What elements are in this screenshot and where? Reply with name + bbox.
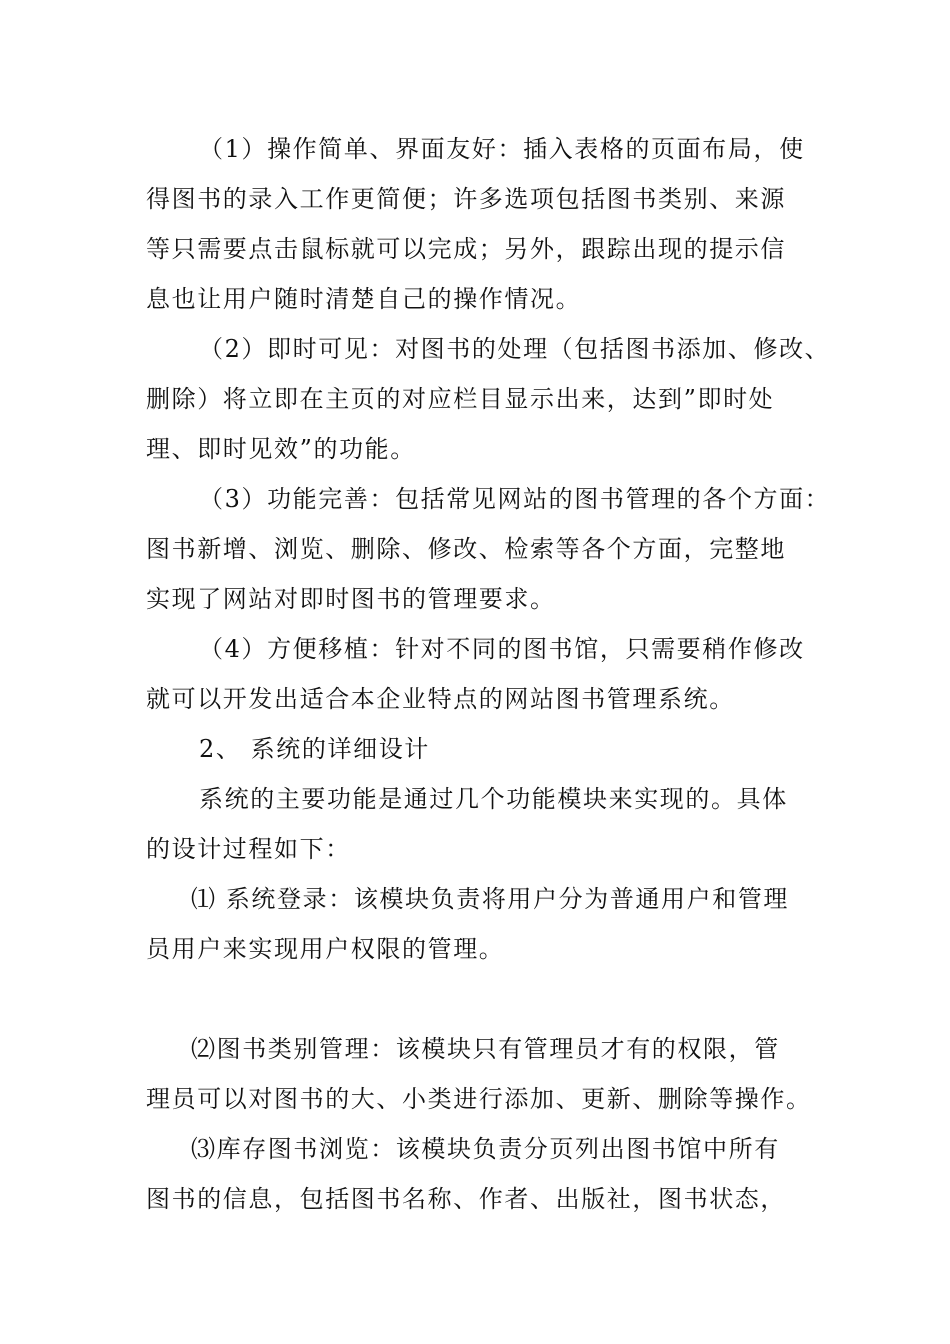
para-5-line-1: 系统的主要功能是通过几个功能模块来实现的。具体 [199,785,788,813]
para-1-line-2: 得图书的录入工作更简便；许多选项包括图书类别、来源 [146,185,786,213]
para-4-line-2: 就可以开发出适合本企业特点的网站图书管理系统。 [146,685,735,713]
para-1-line-3: 等只需要点击鼠标就可以完成；另外，跟踪出现的提示信 [146,235,786,263]
item-3-line-1: ⑶库存图书浏览：该模块负责分页列出图书馆中所有 [191,1135,780,1163]
item-2-line-1: ⑵图书类别管理：该模块只有管理员才有的权限，管 [191,1035,780,1063]
para-3-line-1: （3）功能完善：包括常见网站的图书管理的各个方面： [199,485,831,513]
item-2-line-2: 理员可以对图书的大、小类进行添加、更新、删除等操作。 [146,1085,812,1113]
item-3-line-2: 图书的信息，包括图书名称、作者、出版社，图书状态， [146,1185,786,1213]
para-1-line-4: 息也让用户随时清楚自己的操作情况。 [146,285,582,313]
para-5-line-2: 的设计过程如下： [146,835,351,863]
item-1-line-1: ⑴ 系统登录：该模块负责将用户分为普通用户和管理 [191,885,790,913]
para-2-line-2: 删除）将立即在主页的对应栏目显示出来，达到”即时处 [146,385,775,413]
para-4-line-1: （4）方便移植：针对不同的图书馆，只需要稍作修改 [199,635,805,663]
para-2-line-3: 理、即时见效”的功能。 [146,435,416,463]
section-heading: 2、 系统的详细设计 [199,735,430,763]
para-2-line-1: （2）即时可见：对图书的处理（包括图书添加、修改、 [199,335,831,363]
para-3-line-2: 图书新增、浏览、删除、修改、检索等各个方面，完整地 [146,535,786,563]
para-1-line-1: （1）操作简单、界面友好：插入表格的页面布局，使 [199,135,805,163]
item-1-line-2: 员用户来实现用户权限的管理。 [146,935,505,963]
para-3-line-3: 实现了网站对即时图书的管理要求。 [146,585,556,613]
